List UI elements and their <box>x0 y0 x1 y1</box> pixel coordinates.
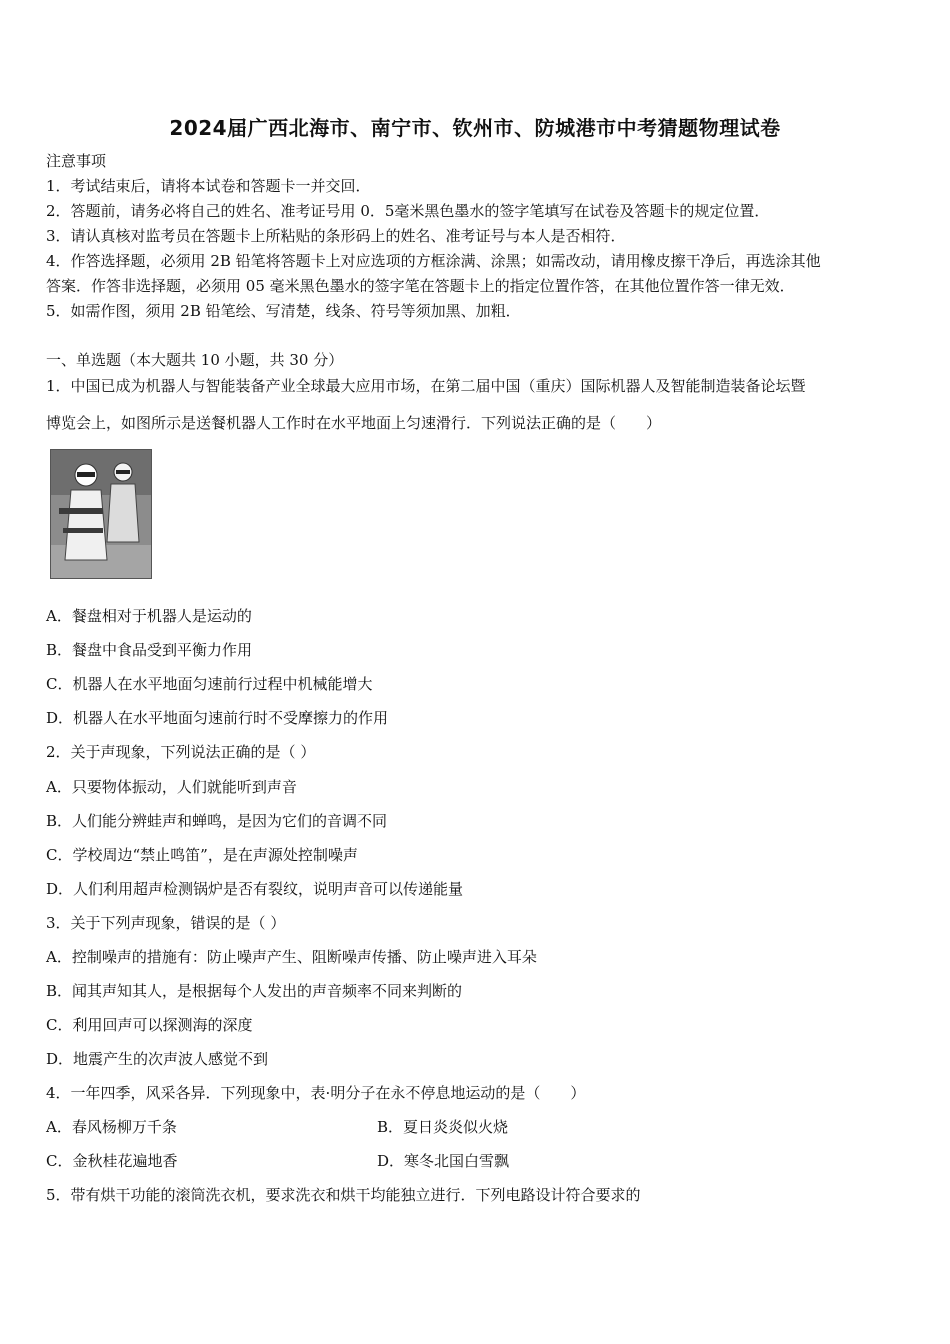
q3-option: B．闻其声知其人，是根据每个人发出的声音频率不同来判断的 <box>46 982 463 1000</box>
q2-option: D．人们利用超声检测锅炉是否有裂纹，说明声音可以传递能量 <box>46 880 464 898</box>
notice-heading: 注意事项 <box>46 152 107 170</box>
notice-item: 2．答题前，请务必将自己的姓名、准考证号用 0．5毫米黑色墨水的签字笔填写在试卷及答题卡的规定位置． <box>46 202 770 220</box>
notice-item: 1．考试结束后，请将本试卷和答题卡一并交回． <box>46 177 371 195</box>
question-4-stem: 4．一年四季，风采各异．下列现象中，表·明分子在永不停息地运动的是（ ） <box>46 1084 586 1102</box>
q1-option: B．餐盘中食品受到平衡力作用 <box>46 641 253 659</box>
q4-option: A．春风杨柳万千条 <box>46 1118 177 1136</box>
robot-photo <box>50 449 152 579</box>
q2-option: B．人们能分辨蛙声和蝉鸣，是因为它们的音调不同 <box>46 812 388 830</box>
q4-option: B．夏日炎炎似火烧 <box>377 1118 509 1136</box>
q2-option: C．学校周边“禁止鸣笛”，是在声源处控制噪声 <box>46 846 358 864</box>
question-2-stem: 2．关于声现象，下列说法正确的是（ ） <box>46 743 316 761</box>
q3-option: D．地震产生的次声波人感觉不到 <box>46 1050 269 1068</box>
section-heading: 一、单选题（本大题共 10 小题，共 30 分） <box>46 351 344 369</box>
question-1-stem: 1．中国已成为机器人与智能装备产业全球最大应用市场，在第二届中国（重庆）国际机器人及智能制造装备论坛暨 <box>46 377 806 395</box>
q1-option: A．餐盘相对于机器人是运动的 <box>46 607 252 625</box>
question-1-stem-cont: 博览会上，如图所示是送餐机器人工作时在水平地面上匀速滑行．下列说法正确的是（ ） <box>46 414 662 432</box>
question-3-stem: 3．关于下列声现象，错误的是（ ） <box>46 914 286 932</box>
robot-photo-image <box>51 450 151 578</box>
q2-option: A．只要物体振动，人们就能听到声音 <box>46 778 297 796</box>
q3-option: C．利用回声可以探测海的深度 <box>46 1016 253 1034</box>
question-5-stem: 5．带有烘干功能的滚筒洗衣机，要求洗衣和烘干均能独立进行．下列电路设计符合要求的 <box>46 1186 641 1204</box>
notice-item: 5．如需作图，须用 2B 铅笔绘、写清楚，线条、符号等须加黑、加粗． <box>46 302 521 320</box>
q1-option: D．机器人在水平地面匀速前行时不受摩擦力的作用 <box>46 709 389 727</box>
q4-option: C．金秋桂花遍地香 <box>46 1152 178 1170</box>
q4-option: D．寒冬北国白雪飘 <box>377 1152 510 1170</box>
q3-option: A．控制噪声的措施有：防止噪声产生、阻断噪声传播、防止噪声进入耳朵 <box>46 948 537 966</box>
q1-option: C．机器人在水平地面匀速前行过程中机械能增大 <box>46 675 373 693</box>
notice-item: 3．请认真核对监考员在答题卡上所粘贴的条形码上的姓名、准考证号与本人是否相符． <box>46 227 626 245</box>
notice-item: 4．作答选择题，必须用 2B 铅笔将答题卡上对应选项的方框涂满、涂黑；如需改动，请用橡皮擦干净后，再选涂其他 <box>46 252 821 270</box>
exam-title: 2024届广西北海市、南宁市、钦州市、防城港市中考猜题物理试卷 <box>169 116 781 140</box>
notice-item: 答案．作答非选择题，必须用 05 毫米黑色墨水的签字笔在答题卡上的指定位置作答，在其他位置作答一律无效． <box>46 277 795 295</box>
